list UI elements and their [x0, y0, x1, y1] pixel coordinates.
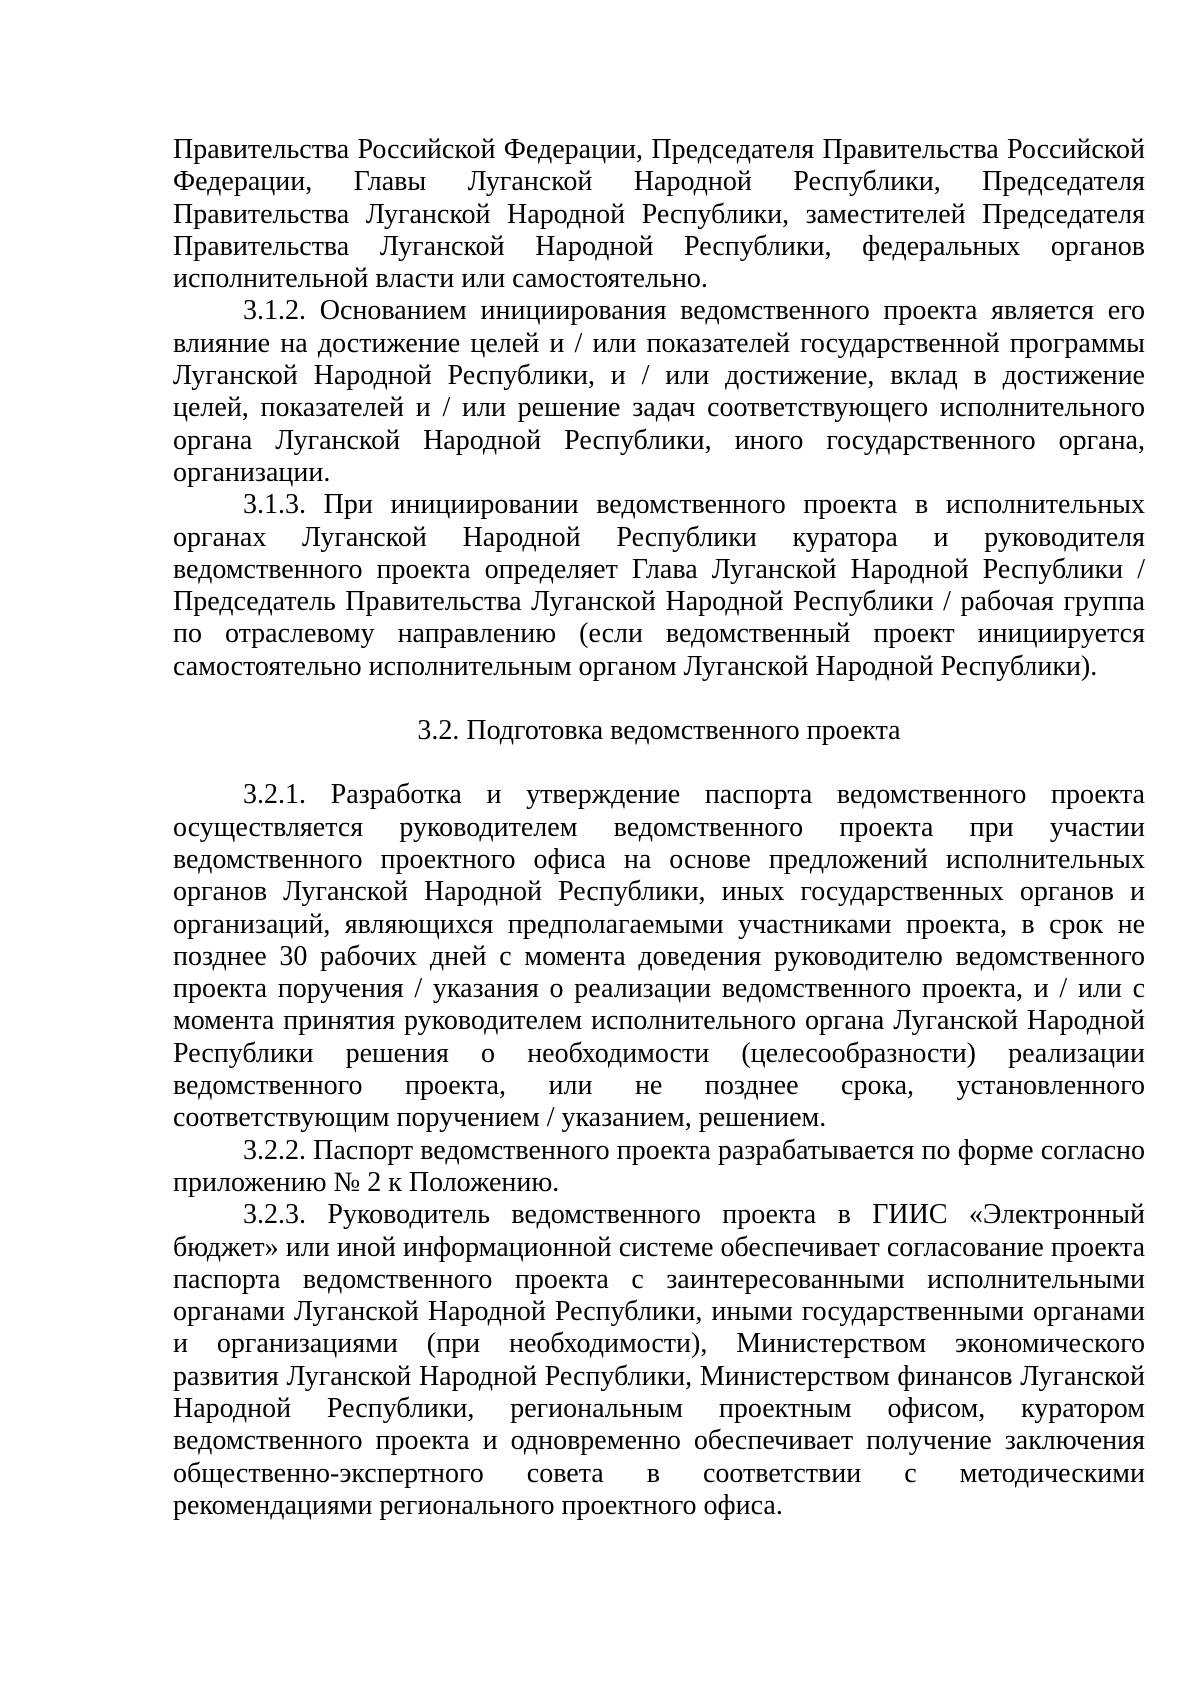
paragraph-3-1-3: 3.1.3. При инициировании ведомственного проекта в исполнительных органах Луганской Народной Республики куратора и руководителя ведомственного проекта определяет Глава Луганской Народной Республики / Председатель Правительства Луганской Народной Республики / рабочая группа по отраслевому направлению (если ведомственный проект инициируется самостоятельно исполнительным органом Луганской Народной Республики). — [173, 489, 1145, 682]
paragraph-3-1-2: 3.1.2. Основанием инициирования ведомственного проекта является его влияние на достижение целей и / или показателей государственной программы Луганской Народной Республики, и / или достижение, вклад в достижение целей, показателей и / или решение задач соответствующего исполнительного органа Луганской Народной Республики, иного государственного органа, организации. — [173, 295, 1145, 488]
paragraph-3-2-3: 3.2.3. Руководитель ведомственного проекта в ГИИС «Электронный бюджет» или иной информационной системе обеспечивает согласование проекта паспорта ведомственного проекта с заинтересованными исполнительными органами Луганской Народной Республики, иными государственными органами и организациями (при необходимости), Министерством экономического развития Луганской Народной Республики, Министерством финансов Луганской Народной Республики, региональным проектным офисом, куратором ведомственного проекта и одновременно обеспечивает получение заключения общественно-экспертного совета в соответствии с методическими рекомендациями регионального проектного офиса. — [173, 1199, 1145, 1521]
paragraph-3-2-2: 3.2.2. Паспорт ведомственного проекта разрабатывается по форме согласно приложению № 2 к Положению. — [173, 1134, 1145, 1198]
document-body — [173, 134, 1145, 1522]
section-heading-3-2: 3.2. Подготовка ведомственного проекта — [417, 715, 901, 747]
paragraph-continuation: Правительства Российской Федерации, Председателя Правительства Российской Федерации, Главы Луганской Народной Республики, Председателя Правительства Луганской Народной Республики, заместителей Председателя Правительства Луганской Народной Республики, федеральных органов исполнительной власти или самостоятельно. — [173, 134, 1145, 295]
paragraph-3-2-1: 3.2.1. Разработка и утверждение паспорта ведомственного проекта осуществляется руководителем ведомственного проекта при участии ведомственного проектного офиса на основе предложений исполнительных органов Луганской Народной Республики, иных государственных органов и организаций, являющихся предполагаемыми участниками проекта, в срок не позднее 30 рабочих дней с момента доведения руководителю ведомственного проекта поручения / указания о реализации ведомственного проекта, и / или с момента принятия руководителем исполнительного органа Луганской Народной Республики решения о необходимости (целесообразности) реализации ведомственного проекта, или не позднее срока, установленного соответствующим поручением / указанием, решением. — [173, 779, 1145, 1134]
